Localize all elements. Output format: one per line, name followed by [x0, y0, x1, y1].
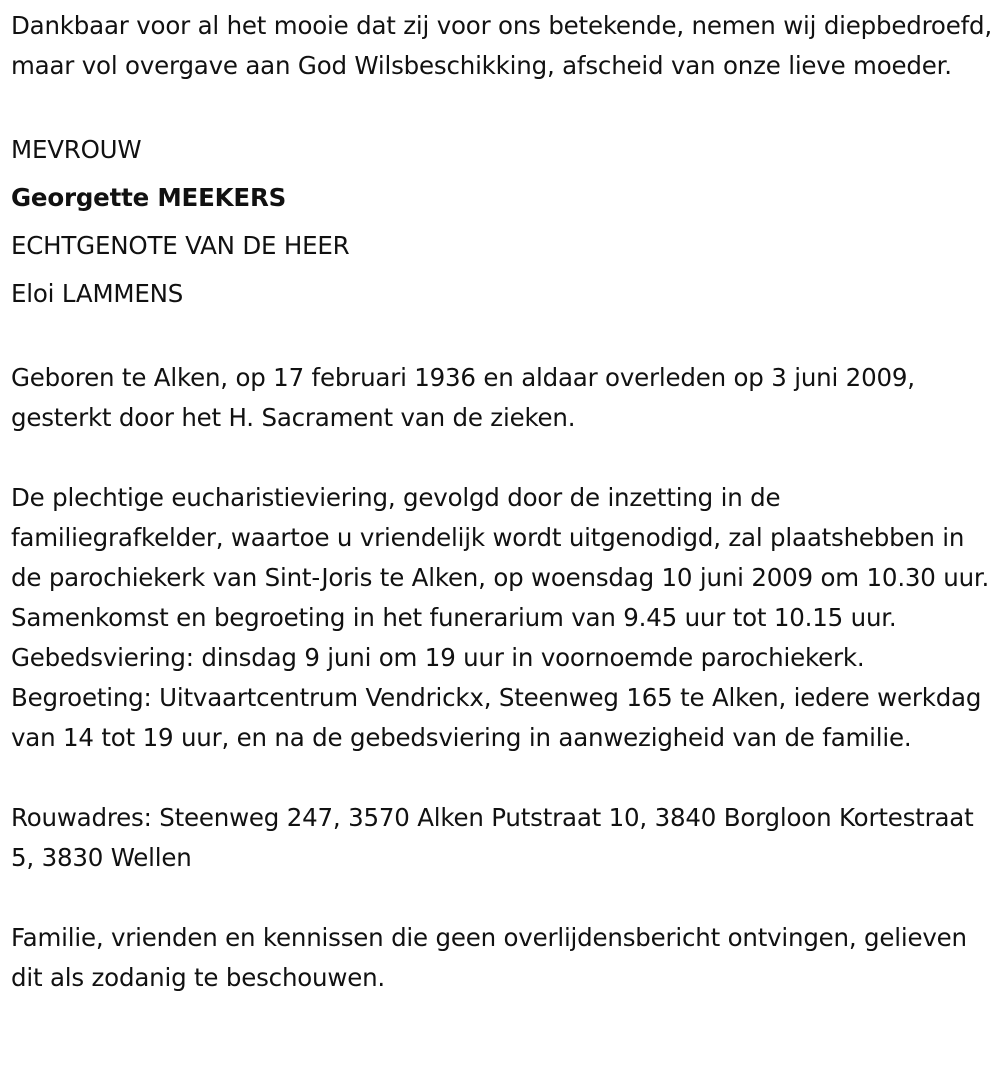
relation-line: ECHTGENOTE VAN DE HEER [11, 231, 350, 260]
address-paragraph: Rouwadres: Steenweg 247, 3570 Alken Putstraat 10, 3840 Borgloon Kortestraat 5, 3830 Wellen [11, 803, 974, 872]
ceremony-paragraph: De plechtige eucharistieviering, gevolgd door de inzetting in de familiegrafkelder, waartoe u vriendelijk wordt uitgenodigd, zal plaatshebben in de parochiekerk van Sint-Joris te Alken, op woensdag 10 juni 2009 om 10.30 uur. Samenkomst en begroeting in het funerarium van 9.45 uur tot 10.15 uur. Gebedsviering: dinsdag 9 juni om 19 uur in voornoemde parochiekerk. Begroeting: Uitvaartcentrum Vendrickx, Steenweg 165 te Alken, iedere werkdag van 14 tot 19 uur, en na de gebedsviering in aanwezigheid van de familie. [11, 483, 990, 752]
spacer [11, 318, 996, 358]
death-notice [11, 6, 996, 998]
spacer [11, 86, 996, 126]
spacer [11, 438, 996, 478]
deceased-name: Georgette MEEKERS [11, 183, 287, 212]
spacer [11, 758, 996, 798]
title-line: MEVROUW [11, 135, 142, 164]
birth-death-paragraph: Geboren te Alken, op 17 februari 1936 en aldaar overleden op 3 juni 2009, gesterkt door het H. Sacrament van de zieken. [11, 363, 915, 432]
intro-paragraph: Dankbaar voor al het mooie dat zij voor ons betekende, nemen wij diepbedroefd, maar vol overgave aan God Wilsbeschikking, afscheid van onze lieve moeder. [11, 11, 992, 80]
spacer [11, 878, 996, 918]
spouse-name: Eloi LAMMENS [11, 279, 184, 308]
closing-paragraph: Familie, vrienden en kennissen die geen overlijdensbericht ontvingen, gelieven dit als zodanig te beschouwen. [11, 923, 967, 992]
